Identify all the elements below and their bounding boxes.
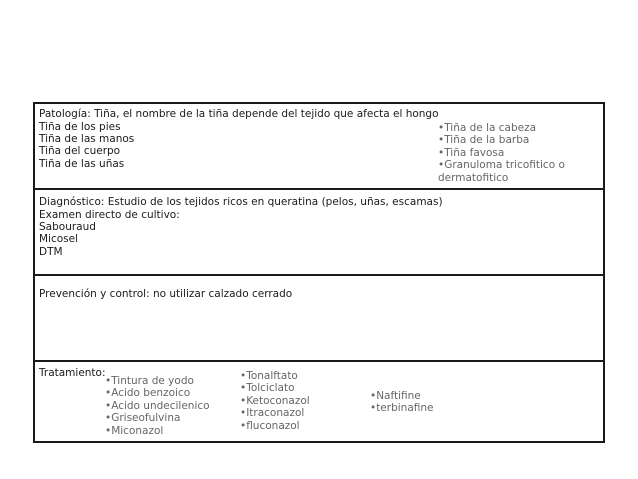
list-item: •terbinafine <box>370 402 434 415</box>
diagnostico-heading: Diagnóstico: Estudio de los tejidos ricos en queratina (pelos, uñas, escamas) <box>39 196 443 208</box>
list-item: DTM <box>39 245 63 258</box>
list-item: •Tolciclato <box>240 382 295 395</box>
list-item: Tiña de los pies <box>39 120 121 133</box>
list-item: •Griseofulvina <box>105 412 181 425</box>
prevencion-text: Prevención y control: no utilizar calzado cerrado <box>39 288 293 300</box>
list-item: dermatofitico <box>438 171 509 184</box>
diagnostico-list <box>39 209 180 259</box>
tratamiento-col2 <box>240 370 310 432</box>
tratamiento-heading: Tratamiento: <box>39 367 106 379</box>
list-item: Sabouraud <box>39 220 96 233</box>
list-item: •Tintura de yodo <box>105 375 194 387</box>
info-table <box>33 102 605 443</box>
list-item: •Acido benzoico <box>105 387 191 400</box>
tratamiento-section <box>35 362 603 443</box>
diagnostico-section <box>35 190 603 276</box>
tratamiento-col1 <box>105 375 210 437</box>
patologia-right-list <box>438 122 565 184</box>
list-item: Tiña de las manos <box>39 132 135 145</box>
list-item: •Granuloma tricofitico o <box>438 159 565 172</box>
list-item: •fluconazol <box>240 419 300 432</box>
list-item: Tiña del cuerpo <box>39 145 121 158</box>
tratamiento-col3 <box>370 390 434 415</box>
list-item: •Miconazol <box>105 424 164 437</box>
list-item: •Tiña de la cabeza <box>438 122 537 134</box>
list-item: •Tiña favosa <box>438 146 505 159</box>
patologia-heading: Patología: Tiña, el nombre de la tiña depende del tejido que afecta el hongo <box>39 108 439 120</box>
list-item: •Tiña de la barba <box>438 134 530 147</box>
list-item: Tiña de las uñas <box>39 157 125 170</box>
patologia-left-list <box>39 121 134 171</box>
list-item: Micosel <box>39 233 79 246</box>
list-item: •Ketoconazol <box>240 394 310 407</box>
list-item: •Itraconazol <box>240 407 305 420</box>
prevencion-section <box>35 276 603 362</box>
list-item: •Tonalftato <box>240 370 298 382</box>
list-item: •Naftifine <box>370 390 421 402</box>
list-item: Examen directo de cultivo: <box>39 208 180 221</box>
patologia-section <box>35 104 603 190</box>
list-item: •Acido undecilenico <box>105 399 210 412</box>
